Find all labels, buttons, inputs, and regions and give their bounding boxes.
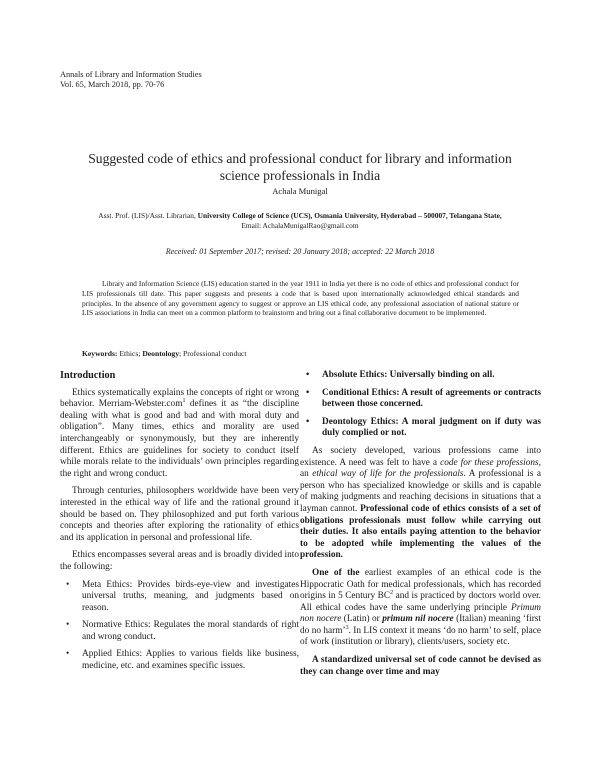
journal-header xyxy=(60,70,202,90)
bullet-icon: • xyxy=(66,649,70,660)
list-item-text: Deontology Ethics: A moral judgment on if duty was duly complied or not. xyxy=(322,416,541,439)
bullet-icon: • xyxy=(66,579,70,590)
paragraph xyxy=(60,388,299,481)
article-title xyxy=(40,150,560,184)
paragraph-text: Ethics systematically explains the concepts of right or wrong behavior. Merriam-Webster.com xyxy=(60,387,299,410)
list-item xyxy=(60,580,299,615)
keyword-text: Ethics; xyxy=(117,349,143,358)
author-email: Email: AchalaMunigalRao@gmail.com xyxy=(241,220,359,230)
affiliation-role: Asst. Prof. (LIS)/Asst. Librarian, xyxy=(98,211,198,220)
paragraph-text: (Latin) or xyxy=(341,614,383,625)
paragraph-text: . In LIS context it means ‘do no harm’ to self, place of work (institution or library), clients/users, society etc. xyxy=(300,625,541,648)
keywords-label: Keywords: xyxy=(82,349,118,358)
bullet-icon: • xyxy=(306,416,310,427)
paragraph-text: . A professional is a person who has specialized knowledge or skills and is capable of making judgments and reaching decisions in situations that a layman cannot. xyxy=(300,469,541,514)
paragraph: Ethics encompasses several areas and is broadly divided into the following: xyxy=(60,550,299,572)
journal-name: Annals of Library and Information Studies xyxy=(60,70,202,79)
affiliation xyxy=(40,211,560,230)
list-item xyxy=(300,417,541,440)
list-item xyxy=(300,388,541,411)
article-dates: Received: 01 September 2017; revised: 20 January 2018; accepted: 22 March 2018 xyxy=(165,247,435,256)
paragraph-text: defines it as “the discipline dealing with what is good and bad and with moral duty and obligation”. Many times, ethics and morality are used interchangeably or synonymously, but they are inherently different. Ethics are guidelines for society to conduct itself while morals relate to the individuals’ own principles regarding the right and wrong conduct. xyxy=(60,399,299,479)
paragraph-italic: Primum non nocere xyxy=(300,602,541,625)
list-item-text: Normative Ethics: Regulates the moral standards of right and wrong conduct. xyxy=(82,620,299,642)
footnote-ref: 3 xyxy=(345,624,349,631)
paragraph-bold: Professional code of ethics consists of a set of obligations professionals must follow while carrying out their duties. It also entails paying attention to the behavior to be adopted while implementing the values of the profession. xyxy=(300,503,541,561)
paragraph-bold-italic: primum nil nocere xyxy=(382,614,454,625)
author-name: Achala Munigal xyxy=(272,186,328,196)
ethics-list xyxy=(60,580,299,673)
paragraph-italic: ethical way of life for the professionals xyxy=(312,469,464,480)
paragraph-italic: code for these professions xyxy=(440,457,539,468)
footnote-ref: 2 xyxy=(390,590,394,596)
paragraph-text: As society developed, various professions came into existence. A need was felt to have a xyxy=(300,445,541,468)
list-item xyxy=(300,370,541,382)
abstract: Library and Information Science (LIS) education started in the year 1911 in India yet there is no code of ethics and professional conduct for LIS professionals till date. This paper suggests and presents a code that is based upon internationally acknowledged ethical standards and principles. In the absence of any government agency to suggest or approve an LIS ethical code, any professional association of national stature or LIS associations in India can meet on a common platform to brainstorm and bring out a final collaborative document to be implemented. xyxy=(82,279,519,318)
section-heading: Introduction xyxy=(60,370,116,381)
paragraph-text: earliest examples of an ethical code is the Hippocratic Oath for medical professionals, which has recorded origins in 5 Century BC xyxy=(300,567,541,602)
paragraph xyxy=(300,568,541,649)
keyword-text: ; Professional conduct xyxy=(179,349,247,358)
paragraph-bold: One of the xyxy=(312,567,360,578)
left-column xyxy=(60,370,299,679)
paragraph: Through centuries, philosophers worldwide have been very interested in the ethical way of life and the rational ground it should be based on. They philosophized and put forth various concepts and theories after exploring the rationality of ethics and its application in personal and professional life. xyxy=(60,486,299,543)
title-line-1: Suggested code of ethics and professional conduct for library and information xyxy=(88,151,512,166)
list-item-text: Conditional Ethics: A result of agreements or contracts between those concerned. xyxy=(322,387,541,410)
footnote-ref: 1 xyxy=(182,398,186,405)
list-item xyxy=(60,620,299,643)
bullet-icon: • xyxy=(66,620,70,631)
keywords xyxy=(82,349,247,358)
list-item-text: Applied Ethics: Applies to various fields like business, medicine, etc. and examines specific issues. xyxy=(82,649,299,672)
paragraph-text: and is practiced by doctors world over. All ethical codes have the same underlying principle xyxy=(300,591,541,613)
bullet-icon: • xyxy=(306,387,310,398)
keyword-deontology: Deontology xyxy=(142,349,180,358)
paragraph-text: (Italian) meaning ‘first do no harm’ xyxy=(300,614,542,636)
list-item-text: Absolute Ethics: Universally binding on all. xyxy=(322,370,495,380)
list-item xyxy=(60,649,299,672)
title-line-2: science professionals in India xyxy=(219,168,381,183)
right-column xyxy=(300,370,541,684)
affiliation-institution: University College of Science (UCS), Osmania University, Hyderabad – 500007, Telangana State, xyxy=(197,211,502,220)
paragraph xyxy=(300,446,541,562)
journal-issue: Vol. 65, March 2018, pp. 70-76 xyxy=(60,80,165,89)
ethics-list xyxy=(300,370,541,440)
paragraph: A standardized universal set of code cannot be devised as they can change over time and may xyxy=(300,655,541,677)
bullet-icon: • xyxy=(306,370,310,380)
list-item-text: Meta Ethics: Provides birds-eye-view and investigates universal truths, meaning, and judgments based on reason. xyxy=(82,579,299,613)
paragraph-text: , an xyxy=(300,457,541,480)
